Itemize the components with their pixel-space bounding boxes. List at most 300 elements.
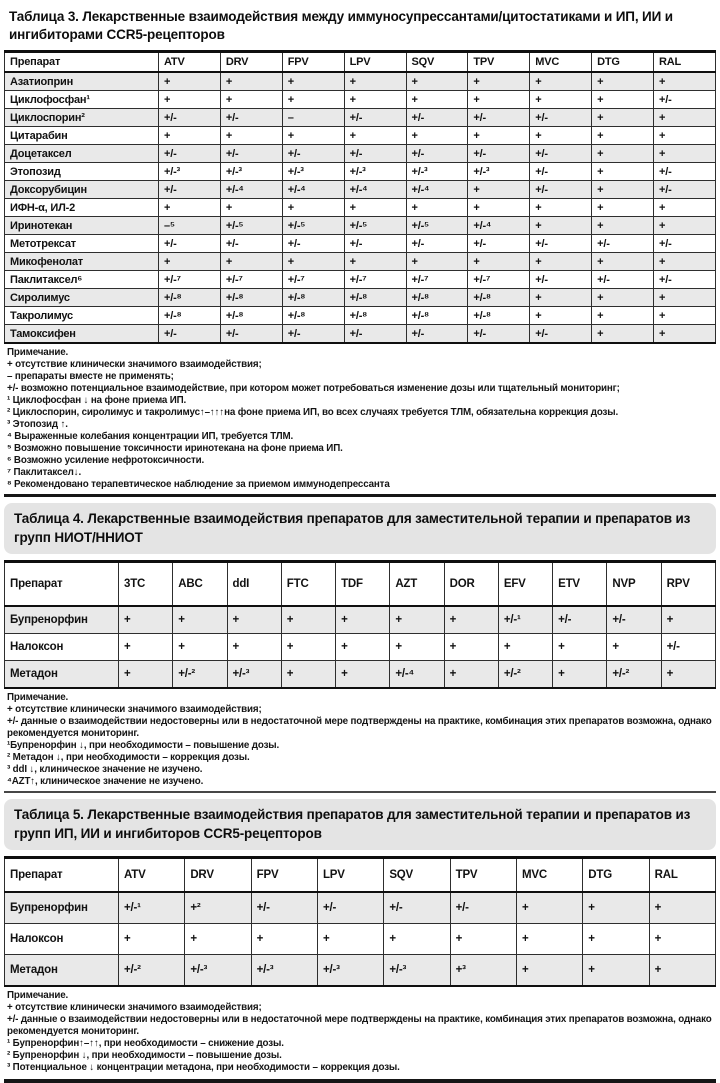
column-header: AZT: [390, 562, 444, 607]
interaction-cell: +/-: [406, 325, 468, 344]
note-line: ¹Бупренорфин ↓, при необходимости – повышение дозы.: [7, 740, 280, 751]
interaction-cell: +/-⁴: [390, 661, 444, 689]
interaction-cell: +: [661, 661, 715, 689]
table-row: [5, 271, 716, 289]
interaction-cell: +/-⁸: [344, 289, 406, 307]
interaction-cell: +: [530, 91, 592, 109]
table-3-notes: [4, 344, 716, 493]
interaction-cell: +/-: [468, 145, 530, 163]
interaction-cell: +: [583, 892, 649, 924]
table-row: [5, 924, 716, 955]
table-3: [4, 50, 716, 344]
interaction-cell: +: [251, 924, 317, 955]
note-line: + отсутствие клинически значимого взаимодействия;: [7, 1002, 262, 1013]
interaction-cell: +: [654, 253, 716, 271]
interaction-cell: +/-: [450, 892, 516, 924]
interaction-cell: +: [159, 199, 221, 217]
interaction-cell: +: [592, 307, 654, 325]
column-header: TPV: [450, 858, 516, 893]
table-row: [5, 163, 716, 181]
interaction-cell: +/-⁷: [220, 271, 282, 289]
interaction-cell: +/-²: [119, 955, 185, 987]
note-line: ¹ Бупренорфин↑–↑↑, при необходимости – снижение дозы.: [7, 1038, 284, 1049]
table-3-title: Таблица 3. Лекарственные взаимодействия между иммуносупрессантами/цитостатиками и ИП, ИИ и ингибиторами CCR5-рецепторов: [9, 9, 673, 42]
row-label: Налоксон: [5, 634, 119, 661]
table-4: [4, 560, 716, 689]
interaction-cell: +/-⁴: [282, 181, 344, 199]
note-line: + отсутствие клинически значимого взаимодействия;: [7, 704, 262, 715]
column-header: ddI: [227, 562, 281, 607]
table-5-section: [4, 799, 716, 1076]
column-header: DRV: [185, 858, 251, 893]
header-row: [5, 562, 716, 607]
row-label: Микофенолат: [5, 253, 159, 271]
interaction-cell: +: [317, 924, 383, 955]
interaction-cell: +/-³: [251, 955, 317, 987]
row-label: Доцетаксел: [5, 145, 159, 163]
interaction-cell: +/-: [220, 109, 282, 127]
interaction-cell: +: [282, 253, 344, 271]
interaction-cell: +: [159, 72, 221, 91]
interaction-cell: +/-: [530, 325, 592, 344]
table-3-head: [5, 52, 716, 73]
interaction-cell: +: [220, 127, 282, 145]
interaction-cell: +/-²: [607, 661, 661, 689]
column-header: ATV: [159, 52, 221, 73]
column-header: EFV: [498, 562, 552, 607]
note-line: +/- данные о взаимодействии недостоверны или в недостаточной мере подтверждены на практике, комбинация этих препаратов возможна, однако рекомендуется мониторинг.: [7, 1014, 712, 1037]
interaction-cell: +: [406, 253, 468, 271]
note-line: ⁶ Возможно усиление нефротоксичности.: [7, 455, 205, 466]
interaction-cell: +: [390, 606, 444, 634]
note-line: ² Метадон ↓, при необходимости – коррекция дозы.: [7, 752, 250, 763]
note-line: ³ Потенциальное ↓ концентрации метадона, при необходимости – коррекция дозы.: [7, 1062, 400, 1073]
interaction-cell: +: [220, 199, 282, 217]
interaction-cell: +/-⁸: [159, 289, 221, 307]
interaction-cell: +: [220, 72, 282, 91]
row-label: Бупренорфин: [5, 606, 119, 634]
interaction-cell: +/-⁴: [220, 181, 282, 199]
interaction-cell: +: [530, 199, 592, 217]
column-header-drug: Препарат: [5, 52, 159, 73]
interaction-cell: +: [384, 924, 450, 955]
interaction-cell: +: [654, 325, 716, 344]
note-line: ³ Этопозид ↑.: [7, 419, 68, 430]
interaction-cell: +: [654, 127, 716, 145]
table-row: [5, 91, 716, 109]
interaction-cell: +: [406, 127, 468, 145]
interaction-cell: +: [592, 127, 654, 145]
interaction-cell: +/-⁷: [468, 271, 530, 289]
column-header: NVP: [607, 562, 661, 607]
interaction-cell: +/-: [530, 163, 592, 181]
interaction-cell: +: [516, 955, 582, 987]
interaction-cell: +/-: [159, 235, 221, 253]
column-header: RAL: [654, 52, 716, 73]
interaction-cell: +: [227, 606, 281, 634]
interaction-cell: +: [530, 217, 592, 235]
interaction-cell: +: [649, 892, 715, 924]
interaction-cell: +: [336, 661, 390, 689]
interaction-cell: +/-: [220, 235, 282, 253]
interaction-cell: +: [654, 217, 716, 235]
row-label: Налоксон: [5, 924, 119, 955]
interaction-cell: +: [661, 606, 715, 634]
table-5-head: [5, 858, 716, 893]
interaction-cell: +/-⁵: [220, 217, 282, 235]
interaction-cell: +/-⁴: [468, 217, 530, 235]
interaction-cell: +: [119, 661, 173, 689]
interaction-cell: +: [282, 91, 344, 109]
table-5-body: [5, 892, 716, 986]
column-header: TDF: [336, 562, 390, 607]
note-line: – препараты вместе не применять;: [7, 371, 174, 382]
column-header: DTG: [583, 858, 649, 893]
table-4-section: [4, 503, 716, 790]
interaction-cell: +: [173, 634, 227, 661]
row-label: Цитарабин: [5, 127, 159, 145]
column-header: LPV: [344, 52, 406, 73]
interaction-cell: +: [450, 924, 516, 955]
interaction-cell: +: [654, 307, 716, 325]
interaction-cell: +: [516, 892, 582, 924]
interaction-cell: +/-: [530, 235, 592, 253]
interaction-cell: +: [592, 199, 654, 217]
interaction-cell: +/-: [406, 145, 468, 163]
row-label: Циклофосфан¹: [5, 91, 159, 109]
interaction-cell: +/-: [530, 145, 592, 163]
note-line: ⁸ Рекомендовано терапевтическое наблюдение за приемом иммунодепрессанта: [7, 479, 390, 490]
interaction-cell: +/-: [661, 634, 715, 661]
interaction-cell: +: [406, 199, 468, 217]
row-label: Доксорубицин: [5, 181, 159, 199]
interaction-cell: +/-⁷: [159, 271, 221, 289]
interaction-cell: +/-⁴: [344, 181, 406, 199]
table-4-title: Таблица 4. Лекарственные взаимодействия препаратов для заместительной терапии и препаратов из групп НИОТ/ННИОТ: [4, 503, 716, 554]
interaction-cell: +/-: [607, 606, 661, 634]
section-divider: [4, 494, 716, 497]
row-label: ИФН-α, ИЛ-2: [5, 199, 159, 217]
interaction-cell: +: [498, 634, 552, 661]
interaction-cell: +/-: [654, 91, 716, 109]
interaction-cell: +: [553, 661, 607, 689]
interaction-cell: +: [654, 72, 716, 91]
row-label: Этопозид: [5, 163, 159, 181]
interaction-cell: +: [468, 181, 530, 199]
interaction-cell: +/-⁸: [282, 289, 344, 307]
interaction-cell: +: [530, 72, 592, 91]
interaction-cell: +/-: [468, 325, 530, 344]
interaction-cell: +/-³: [220, 163, 282, 181]
interaction-cell: +: [530, 127, 592, 145]
table-row: [5, 235, 716, 253]
table-row: [5, 307, 716, 325]
interaction-cell: +: [592, 325, 654, 344]
interaction-cell: +/-³: [344, 163, 406, 181]
table-5: [4, 856, 716, 987]
column-header: DTG: [592, 52, 654, 73]
interaction-cell: +: [444, 661, 498, 689]
row-label: Тамоксифен: [5, 325, 159, 344]
interaction-cell: +/-: [220, 145, 282, 163]
table-row: [5, 217, 716, 235]
interaction-cell: +: [185, 924, 251, 955]
interaction-cell: +: [159, 91, 221, 109]
column-header: DOR: [444, 562, 498, 607]
interaction-cell: +: [281, 634, 335, 661]
interaction-cell: +: [468, 72, 530, 91]
column-header: FTC: [281, 562, 335, 607]
note-line: ⁷ Паклитаксел↓.: [7, 467, 82, 478]
table-4-notes: [4, 689, 716, 790]
row-label: Метадон: [5, 955, 119, 987]
interaction-cell: +: [654, 109, 716, 127]
interaction-cell: +: [344, 127, 406, 145]
interaction-cell: +/-⁵: [344, 217, 406, 235]
interaction-cell: +: [592, 253, 654, 271]
interaction-cell: +/-⁷: [406, 271, 468, 289]
table-row: [5, 199, 716, 217]
table-row: [5, 661, 716, 689]
column-header: MVC: [516, 858, 582, 893]
interaction-cell: +: [220, 253, 282, 271]
column-header: ABC: [173, 562, 227, 607]
note-line: + отсутствие клинически значимого взаимодействия;: [7, 359, 262, 370]
interaction-cell: +/-: [344, 145, 406, 163]
interaction-cell: +/-⁵: [406, 217, 468, 235]
column-header: FPV: [251, 858, 317, 893]
note-line: Примечание.: [7, 347, 69, 358]
interaction-cell: +/-⁸: [468, 307, 530, 325]
interaction-cell: +: [281, 606, 335, 634]
header-row: [5, 858, 716, 893]
interaction-cell: +: [592, 109, 654, 127]
interaction-cell: +/-: [406, 109, 468, 127]
interaction-cell: +/-³: [185, 955, 251, 987]
interaction-cell: +: [468, 253, 530, 271]
interaction-cell: +: [282, 72, 344, 91]
table-row: [5, 253, 716, 271]
note-line: Примечание.: [7, 990, 69, 1001]
interaction-cell: +/-⁸: [468, 289, 530, 307]
interaction-cell: +: [516, 924, 582, 955]
note-line: ⁴ Выраженные колебания концентрации ИП, требуется ТЛМ.: [7, 431, 294, 442]
row-label: Метотрексат: [5, 235, 159, 253]
interaction-cell: +/-: [282, 145, 344, 163]
interaction-cell: +: [468, 199, 530, 217]
interaction-cell: +: [220, 91, 282, 109]
interaction-cell: +/-: [654, 181, 716, 199]
interaction-cell: +/-⁸: [344, 307, 406, 325]
interaction-cell: +/-: [317, 892, 383, 924]
column-header-drug: Препарат: [5, 562, 119, 607]
interaction-cell: +/-⁸: [406, 289, 468, 307]
row-label: Метадон: [5, 661, 119, 689]
table-row: [5, 127, 716, 145]
interaction-cell: +/-⁷: [344, 271, 406, 289]
interaction-cell: +/-: [592, 271, 654, 289]
note-line: +/- возможно потенциальное взаимодействие, при котором может потребоваться изменение дозы или тщательный мониторинг;: [7, 383, 620, 394]
interaction-cell: +: [406, 72, 468, 91]
interaction-cell: +: [592, 217, 654, 235]
interaction-cell: +: [336, 606, 390, 634]
interaction-cell: +/-: [159, 109, 221, 127]
table-3-section: [4, 5, 716, 493]
interaction-cell: +: [592, 91, 654, 109]
interaction-cell: +/-: [220, 325, 282, 344]
table-row: [5, 289, 716, 307]
interaction-cell: +: [406, 91, 468, 109]
interaction-cell: +/-: [530, 109, 592, 127]
interaction-cell: +: [282, 199, 344, 217]
interaction-cell: +/-: [406, 235, 468, 253]
interaction-cell: +/-⁷: [282, 271, 344, 289]
interaction-cell: +: [344, 72, 406, 91]
column-header: TPV: [468, 52, 530, 73]
interaction-cell: +: [336, 634, 390, 661]
interaction-cell: +/-: [251, 892, 317, 924]
interaction-cell: +: [468, 91, 530, 109]
interaction-cell: +: [282, 127, 344, 145]
interaction-cell: +/-: [384, 892, 450, 924]
interaction-cell: +/-⁸: [220, 289, 282, 307]
interaction-cell: +/-: [553, 606, 607, 634]
interaction-cell: +: [159, 127, 221, 145]
interaction-cell: +/-: [654, 235, 716, 253]
row-label: Циклоспорин²: [5, 109, 159, 127]
interaction-cell: +/-³: [159, 163, 221, 181]
interaction-cell: +: [119, 606, 173, 634]
interaction-cell: +: [281, 661, 335, 689]
interaction-cell: +/-: [530, 271, 592, 289]
interaction-cell: +: [649, 924, 715, 955]
interaction-cell: +: [344, 253, 406, 271]
column-header: MVC: [530, 52, 592, 73]
interaction-cell: +/-⁵: [282, 217, 344, 235]
interaction-cell: +: [390, 634, 444, 661]
interaction-cell: +: [592, 145, 654, 163]
interaction-cell: +³: [450, 955, 516, 987]
table-row: [5, 955, 716, 987]
row-label: Паклитаксел⁶: [5, 271, 159, 289]
note-line: ⁵ Возможно повышение токсичности иринотекана на фоне приема ИП.: [7, 443, 343, 454]
header-row: [5, 52, 716, 73]
interaction-cell: +: [444, 634, 498, 661]
interaction-cell: +: [173, 606, 227, 634]
note-line: ⁴AZT↑, клиническое значение не изучено.: [7, 776, 204, 787]
interaction-cell: +/-: [282, 325, 344, 344]
interaction-cell: +: [592, 72, 654, 91]
interaction-cell: +/-⁸: [159, 307, 221, 325]
interaction-cell: +/-³: [468, 163, 530, 181]
interaction-cell: +/-: [344, 109, 406, 127]
column-header: SQV: [384, 858, 450, 893]
interaction-cell: +/-²: [173, 661, 227, 689]
interaction-cell: +/-: [159, 325, 221, 344]
note-line: Примечание.: [7, 692, 69, 703]
interaction-cell: +/-³: [317, 955, 383, 987]
interaction-cell: +/-³: [282, 163, 344, 181]
row-label: Сиролимус: [5, 289, 159, 307]
column-header: ETV: [553, 562, 607, 607]
table-row: [5, 181, 716, 199]
interaction-cell: +: [344, 199, 406, 217]
interaction-cell: +: [607, 634, 661, 661]
interaction-cell: +/-: [344, 325, 406, 344]
interaction-cell: +/-: [654, 163, 716, 181]
interaction-cell: +/-: [282, 235, 344, 253]
table-row: [5, 72, 716, 91]
interaction-cell: +/-: [159, 145, 221, 163]
interaction-cell: +/-³: [406, 163, 468, 181]
interaction-cell: +: [468, 127, 530, 145]
interaction-cell: +: [530, 307, 592, 325]
interaction-cell: +/-: [530, 181, 592, 199]
interaction-cell: +: [119, 634, 173, 661]
interaction-cell: +/-¹: [498, 606, 552, 634]
interaction-cell: +: [553, 634, 607, 661]
interaction-cell: –: [282, 109, 344, 127]
column-header: LPV: [317, 858, 383, 893]
table-5-notes: [4, 987, 716, 1076]
interaction-cell: +: [444, 606, 498, 634]
column-header: RPV: [661, 562, 715, 607]
interaction-cell: +/-: [654, 271, 716, 289]
column-header: FPV: [282, 52, 344, 73]
note-line: ² Циклоспорин, сиролимус и такролимус↑–↑↑↑на фоне приема ИП, во всех случаях требуется ТЛМ, обязательна коррекция дозы.: [7, 407, 619, 418]
row-label: Иринотекан: [5, 217, 159, 235]
note-line: +/- данные о взаимодействии недостоверны или в недостаточной мере подтверждены на практике, комбинация этих препаратов возможна, однако рекомендуется мониторинг.: [7, 716, 712, 739]
interaction-cell: +/-³: [384, 955, 450, 987]
interaction-cell: +: [654, 199, 716, 217]
interaction-cell: +/-: [592, 235, 654, 253]
interaction-cell: +: [592, 163, 654, 181]
interaction-cell: +: [530, 253, 592, 271]
section-divider: [4, 791, 716, 793]
interaction-cell: +: [583, 924, 649, 955]
table-row: [5, 109, 716, 127]
interaction-cell: +: [159, 253, 221, 271]
row-label: Азатиоприн: [5, 72, 159, 91]
column-header: RAL: [649, 858, 715, 893]
note-line: ¹ Циклофосфан ↓ на фоне приема ИП.: [7, 395, 187, 406]
interaction-cell: +/-²: [498, 661, 552, 689]
interaction-cell: +: [654, 289, 716, 307]
table-row: [5, 145, 716, 163]
note-line: ² Бупренорфин ↓, при необходимости – повышение дозы.: [7, 1050, 282, 1061]
note-line: ³ ddI ↓, клиническое значение не изучено.: [7, 764, 203, 775]
interaction-cell: +/-: [468, 235, 530, 253]
column-header: SQV: [406, 52, 468, 73]
table-3-body: [5, 72, 716, 343]
table-row: [5, 606, 716, 634]
interaction-cell: +/-⁸: [406, 307, 468, 325]
interaction-cell: +/-⁸: [220, 307, 282, 325]
table-row: [5, 325, 716, 344]
interaction-cell: +/-¹: [119, 892, 185, 924]
interaction-cell: –⁵: [159, 217, 221, 235]
interaction-cell: +: [592, 289, 654, 307]
interaction-cell: +: [654, 145, 716, 163]
table-row: [5, 892, 716, 924]
interaction-cell: +: [649, 955, 715, 987]
interaction-cell: +/-: [344, 235, 406, 253]
table-4-head: [5, 562, 716, 607]
column-header-drug: Препарат: [5, 858, 119, 893]
row-label: Такролимус: [5, 307, 159, 325]
interaction-cell: +/-⁸: [282, 307, 344, 325]
interaction-cell: +: [344, 91, 406, 109]
